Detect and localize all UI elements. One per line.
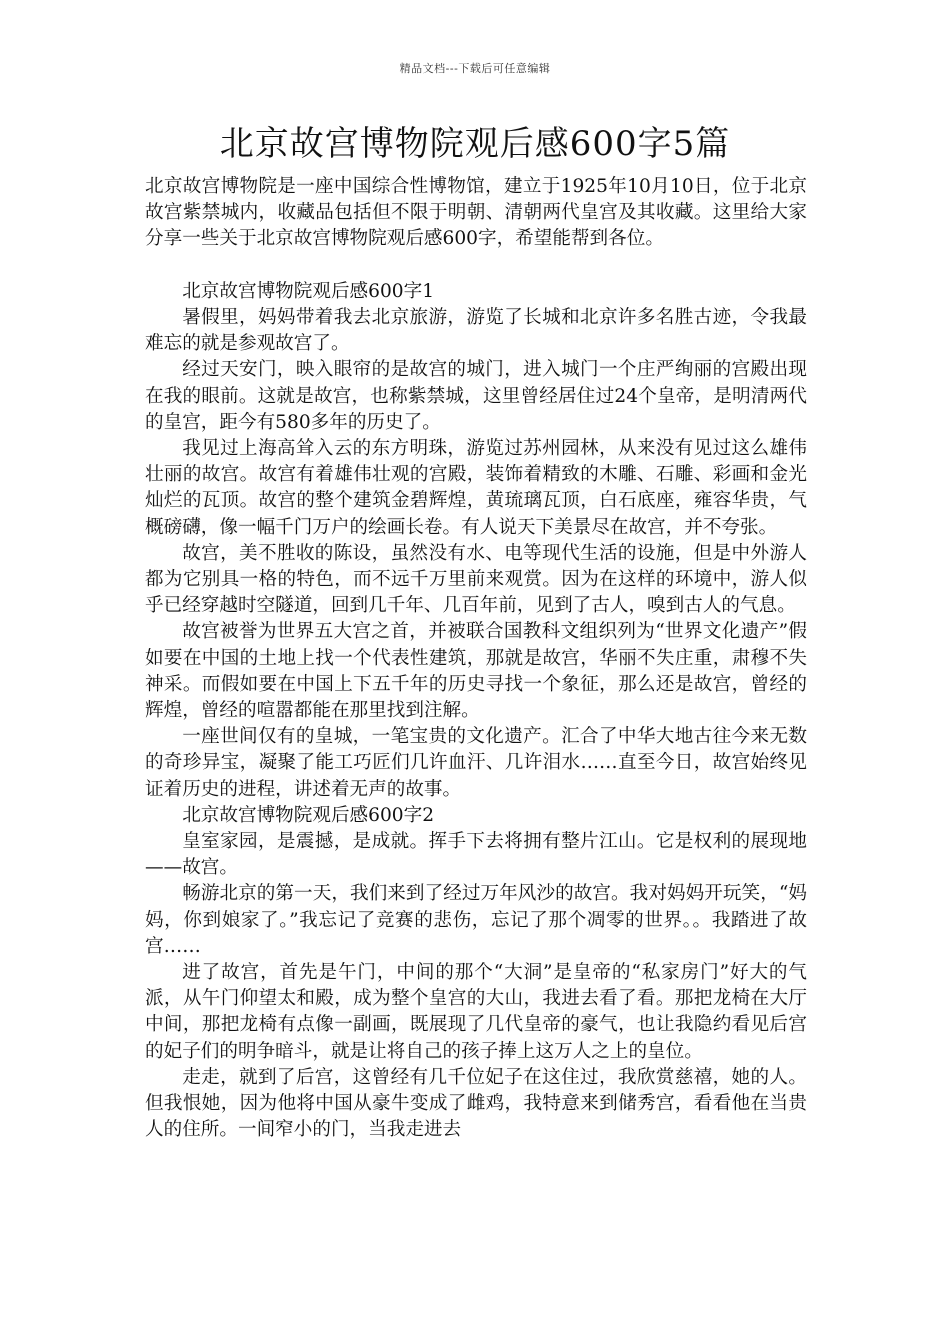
paragraph: 我见过上海高耸入云的东方明珠，游览过苏州园林，从来没有见过这么雄伟壮丽的故宫。故宫有着雄伟壮观的宫殿，装饰着精致的木雕、石雕、彩画和金光灿烂的瓦顶。故宫的整个建筑金碧辉煌，黄琉璃瓦顶，白石底座，雍容华贵，气概磅礴，像一幅千门万户的绘画长卷。有人说天下美景尽在故宫，并不夸张。 <box>145 438 807 538</box>
paragraph: 畅游北京的第一天，我们来到了经过万年风沙的故宫。我对妈妈开玩笑，“妈妈，你到娘家了。”我忘记了竞赛的悲伤，忘记了那个凋零的世界。。我踏进了故宫…… <box>145 883 807 957</box>
paragraph: 故宫，美不胜收的陈设，虽然没有水、电等现代生活的设施，但是中外游人都为它别具一格的特色，而不远千万里前来观赏。因为在这样的环境中，游人似乎已经穿越时空隧道，回到几千年、几百年前，见到了古人，嗅到古人的气息。 <box>145 542 807 617</box>
intro-paragraph: 北京故宫博物院是一座中国综合性博物馆，建立于1925年10月10日，位于北京故宫紫禁城内，收藏品包括但不限于明朝、清朝两代皇宫及其收藏。这里给大家分享一些关于北京故宫博物院观后感600字，希望能帮到各位。 <box>145 176 807 250</box>
paragraph: 经过天安门，映入眼帘的是故宫的城门，进入城门一个庄严绚丽的宫殿出现在我的眼前。这就是故宫，也称紫禁城，这里曾经居住过24个皇帝，是明清两代的皇宫，距今有580多年的历史了。 <box>145 359 807 433</box>
section-heading-1: 北京故宫博物院观后感600字1 <box>182 280 435 302</box>
paragraph: 走走，就到了后宫，这曾经有几千位妃子在这住过，我欣赏慈禧，她的人。但我恨她，因为他将中国从豪牛变成了雌鸡，我特意来到储秀宫，看看他在当贵人的住所。一间窄小的门，当我走进去 <box>145 1066 807 1141</box>
section-heading-2: 北京故宫博物院观后感600字2 <box>182 804 435 826</box>
paragraph: 进了故宫，首先是午门，中间的那个“大洞”是皇帝的“私家房门”好大的气派，从午门仰望太和殿，成为整个皇宫的大山，我进去看了看。那把龙椅在大厅中间，那把龙椅有点像一副画，既展现了几代皇帝的豪气，也让我隐约看见后宫的妃子们的明争暗斗，就是让将自己的孩子捧上这万人之上的皇位。 <box>145 962 807 1062</box>
paragraph: 暑假里，妈妈带着我去北京旅游，游览了长城和北京许多名胜古迹，令我最难忘的就是参观故宫了。 <box>145 307 807 355</box>
document-title: 北京故宫博物院观后感600字5篇 <box>219 124 731 164</box>
document-body <box>145 174 807 1144</box>
paragraph: 一座世间仅有的皇城，一笔宝贵的文化遗产。汇合了中华大地古往今来无数的奇珍异宝，凝聚了能工巧匠们几许血汗、几许泪水……直至今日，故宫始终见证着历史的进程，讲述着无声的故事。 <box>145 726 807 800</box>
header-note: 精品文档---下载后可任意编辑 <box>399 62 551 75</box>
paragraph: 故宫被誉为世界五大宫之首，并被联合国教科文组织列为“世界文化遗产”假如要在中国的土地上找一个代表性建筑，那就是故宫，华丽不失庄重，肃穆不失神采。而假如要在中国上下五千年的历史寻找一个象征，那么还是故宫，曾经的辉煌，曾经的喧嚣都能在那里找到注解。 <box>145 621 807 722</box>
paragraph: 皇室家园，是震撼，是成就。挥手下去将拥有整片江山。它是权利的展现地——故宫。 <box>145 831 807 879</box>
